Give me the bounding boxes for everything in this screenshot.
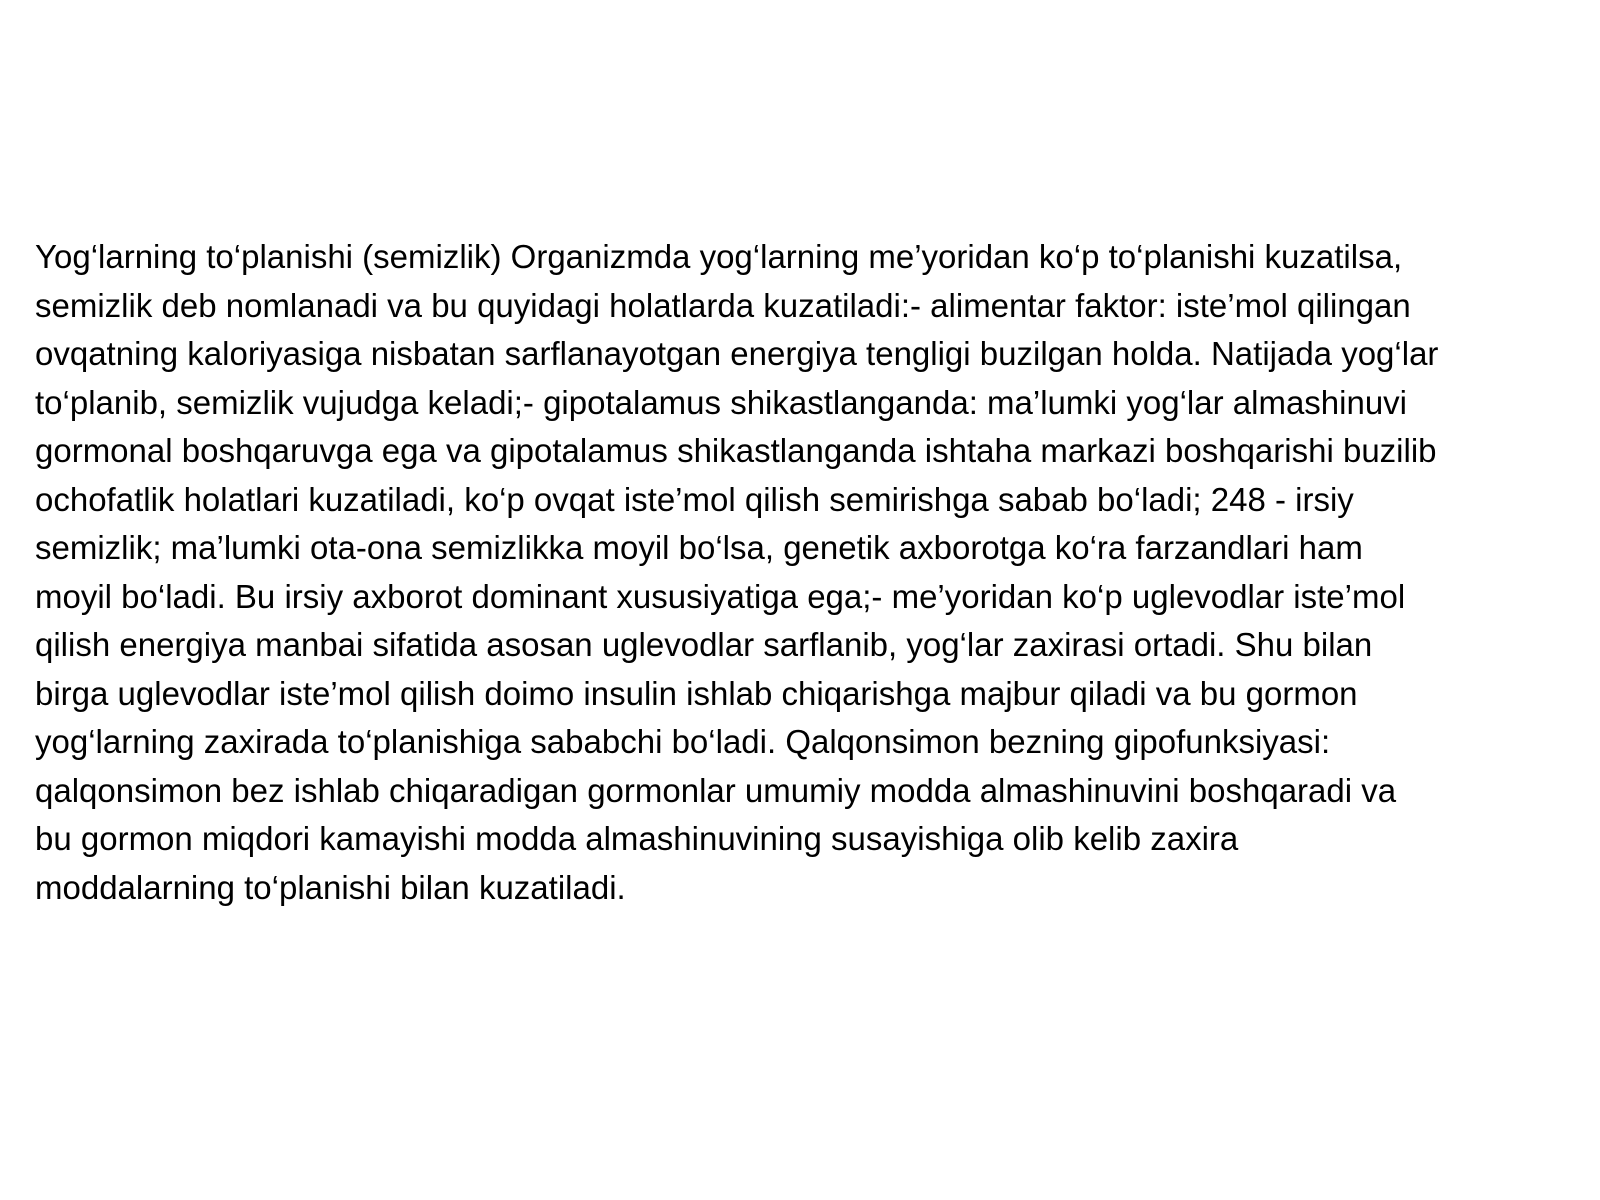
text-line: Yog‘larning to‘planishi (semizlik) Organizmda yog‘larning me’yoridan ko‘p to‘planishi kuzatilsa,: [35, 238, 1403, 275]
text-line: to‘planib, semizlik vujudga keladi;- gipotalamus shikastlanganda: ma’lumki yog‘lar almashinuvi: [35, 383, 1408, 421]
text-line: moddalarning to‘planishi bilan kuzatiladi.: [35, 868, 626, 906]
text-line: ovqatning kaloriyasiga nisbatan sarflanayotgan energiya tengligi buzilgan holda. Natijada yog‘lar: [35, 335, 1439, 372]
text-line: semizlik; ma’lumki ota-ona semizlikka moyil bo‘lsa, genetik axborotga ko‘ra farzandlari ham: [35, 529, 1363, 566]
body-paragraph: [35, 233, 1580, 912]
text-line: qalqonsimon bez ishlab chiqaradigan gormonlar umumiy modda almashinuvini boshqaradi va: [35, 771, 1397, 809]
text-line: semizlik deb nomlanadi va bu quyidagi holatlarda kuzatiladi:- alimentar faktor: iste’mol qilingan: [35, 286, 1411, 324]
text-line: qilish energiya manbai sifatida asosan uglevodlar sarflanib, yog‘lar zaxirasi ortadi. Shu bilan: [35, 626, 1373, 663]
text-line: birga uglevodlar iste’mol qilish doimo insulin ishlab chiqarishga majbur qiladi va bu gormon: [35, 674, 1358, 712]
text-line: moyil bo‘ladi. Bu irsiy axborot dominant xususiyatiga ega;- me’yoridan ko‘p uglevodlar iste’mol: [35, 577, 1406, 615]
text-line: gormonal boshqaruvga ega va gipotalamus shikastlanganda ishtaha markazi boshqarishi buzilib: [35, 432, 1437, 469]
text-line: yog‘larning zaxirada to‘planishiga sababchi bo‘ladi. Qalqonsimon bezning gipofunksiyasi:: [35, 723, 1331, 760]
text-line: ochofatlik holatlari kuzatiladi, ko‘p ovqat iste’mol qilish semirishga sabab bo‘ladi; 248 - irsiy: [35, 480, 1354, 518]
text-line: bu gormon miqdori kamayishi modda almashinuvining susayishiga olib kelib zaxira: [35, 820, 1239, 857]
